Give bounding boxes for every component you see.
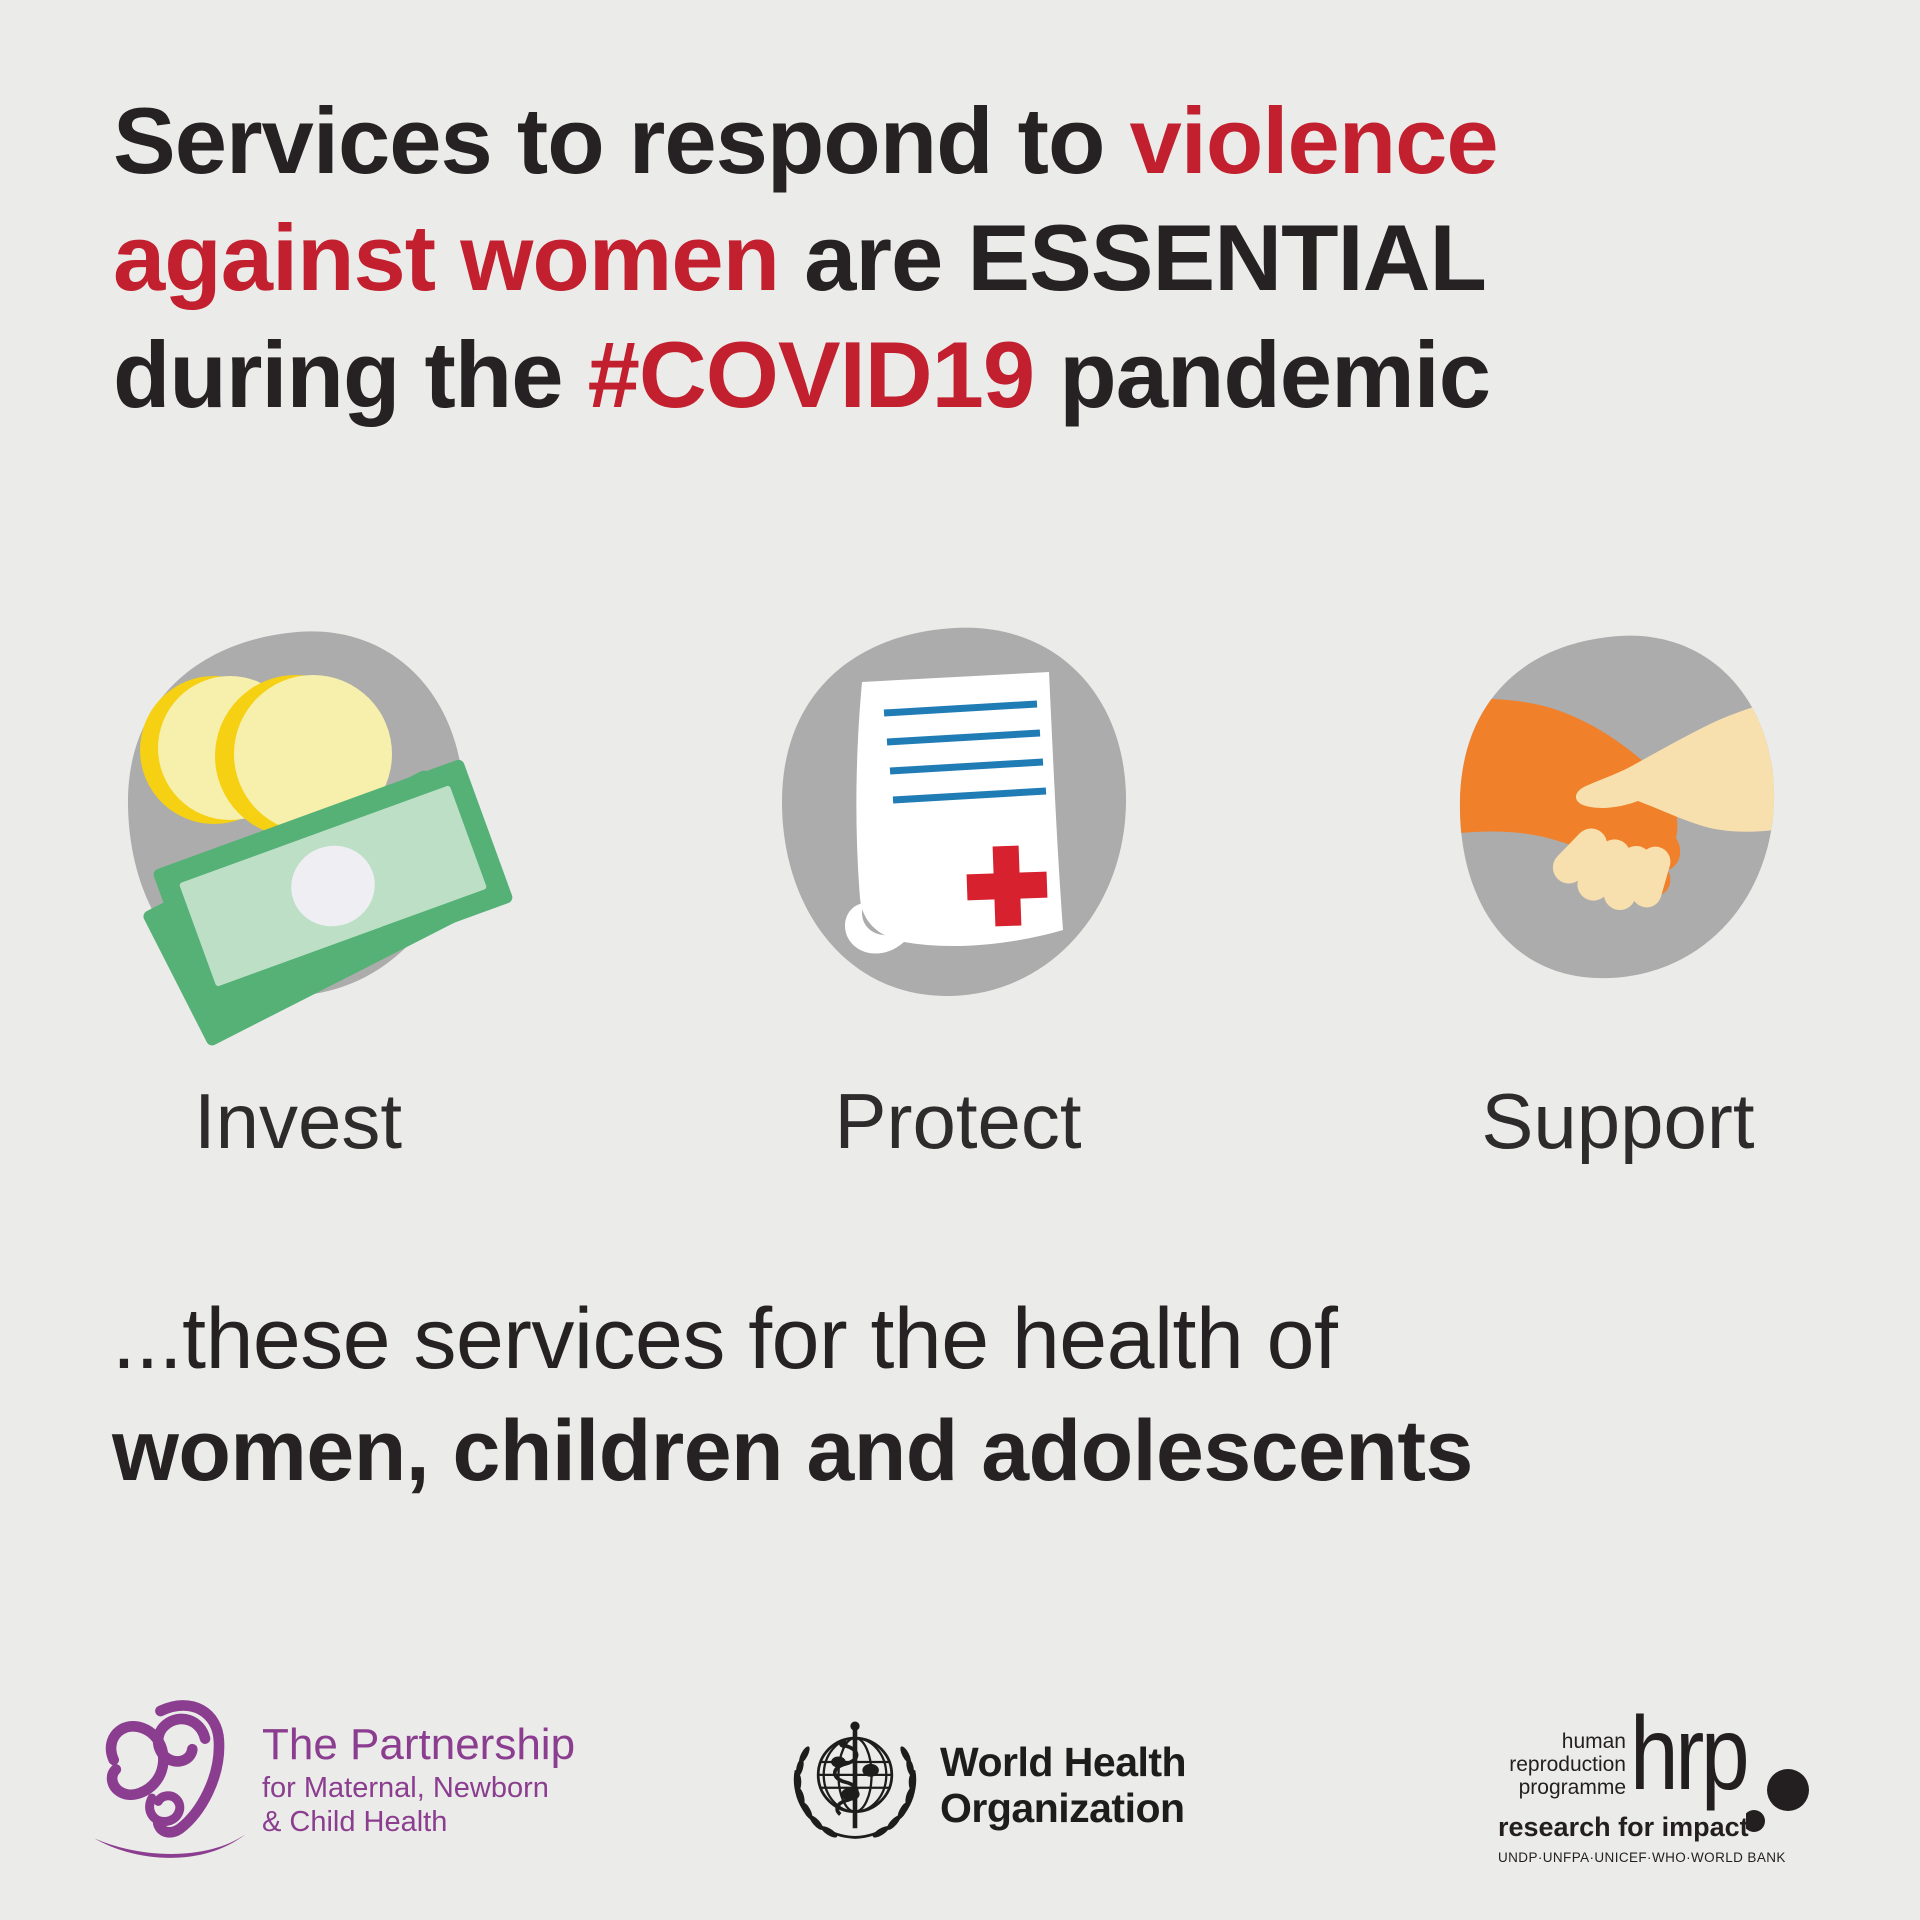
service-label-support: Support bbox=[1481, 1077, 1755, 1165]
headline-line-2 bbox=[113, 199, 1498, 316]
hrp-programme-line: programme bbox=[1518, 1776, 1626, 1799]
hrp-tagline: research for impact bbox=[1498, 1812, 1749, 1842]
who-logo bbox=[786, 1716, 1186, 1854]
services-row bbox=[0, 598, 1920, 1167]
headline bbox=[113, 82, 1498, 433]
headline-highlight-violence: violence bbox=[1129, 88, 1498, 193]
pmnch-logo-text bbox=[262, 1719, 575, 1839]
headline-text: are ESSENTIAL bbox=[779, 205, 1486, 310]
headline-text: during the bbox=[113, 322, 588, 427]
pmnch-logo-icon bbox=[88, 1694, 252, 1864]
subline bbox=[112, 1283, 1473, 1507]
service-label-protect: Protect bbox=[834, 1077, 1082, 1165]
hrp-wordmark: hrp bbox=[1630, 1696, 1747, 1812]
headline-text: Services to respond to bbox=[113, 88, 1130, 193]
who-logo-text bbox=[940, 1739, 1186, 1831]
hrp-programme-text bbox=[1494, 1730, 1626, 1799]
hrp-dots-icon bbox=[1746, 1758, 1818, 1842]
service-column-protect bbox=[756, 598, 1160, 1167]
who-name-line: Organization bbox=[940, 1785, 1185, 1831]
service-label-invest: Invest bbox=[193, 1077, 403, 1165]
subline-emphasis: women, children and adolescents bbox=[112, 1403, 1473, 1499]
who-name-line: World Health bbox=[940, 1739, 1187, 1785]
headline-text: pandemic bbox=[1034, 322, 1491, 427]
headline-highlight-against-women: against women bbox=[113, 205, 780, 310]
hrp-logo bbox=[1494, 1696, 1884, 1895]
pmnch-swoosh bbox=[95, 1834, 246, 1858]
headline-line-3 bbox=[113, 316, 1498, 433]
hrp-programme-line: reproduction bbox=[1509, 1753, 1626, 1776]
handshake-icon bbox=[1416, 598, 1820, 1022]
subline-text: ...these services for the health of bbox=[112, 1291, 1338, 1387]
pmnch-logo bbox=[88, 1694, 575, 1864]
headline-highlight-covid19: #COVID19 bbox=[587, 322, 1035, 427]
service-column-support bbox=[1416, 598, 1820, 1167]
hrp-programme-line: human bbox=[1561, 1730, 1626, 1753]
who-emblem-icon bbox=[786, 1716, 924, 1854]
medical-document-icon bbox=[756, 598, 1160, 1022]
service-column-invest bbox=[96, 598, 500, 1167]
money-coins-icon bbox=[96, 598, 500, 1022]
pmnch-subtitle: & Child Health bbox=[262, 1806, 448, 1838]
hrp-agencies: UNDP·UNFPA·UNICEF·WHO·WORLD BANK bbox=[1498, 1850, 1786, 1865]
pmnch-subtitle: for Maternal, Newborn bbox=[262, 1772, 549, 1804]
headline-line-1 bbox=[113, 82, 1498, 199]
pmnch-title: The Partnership bbox=[262, 1720, 576, 1769]
